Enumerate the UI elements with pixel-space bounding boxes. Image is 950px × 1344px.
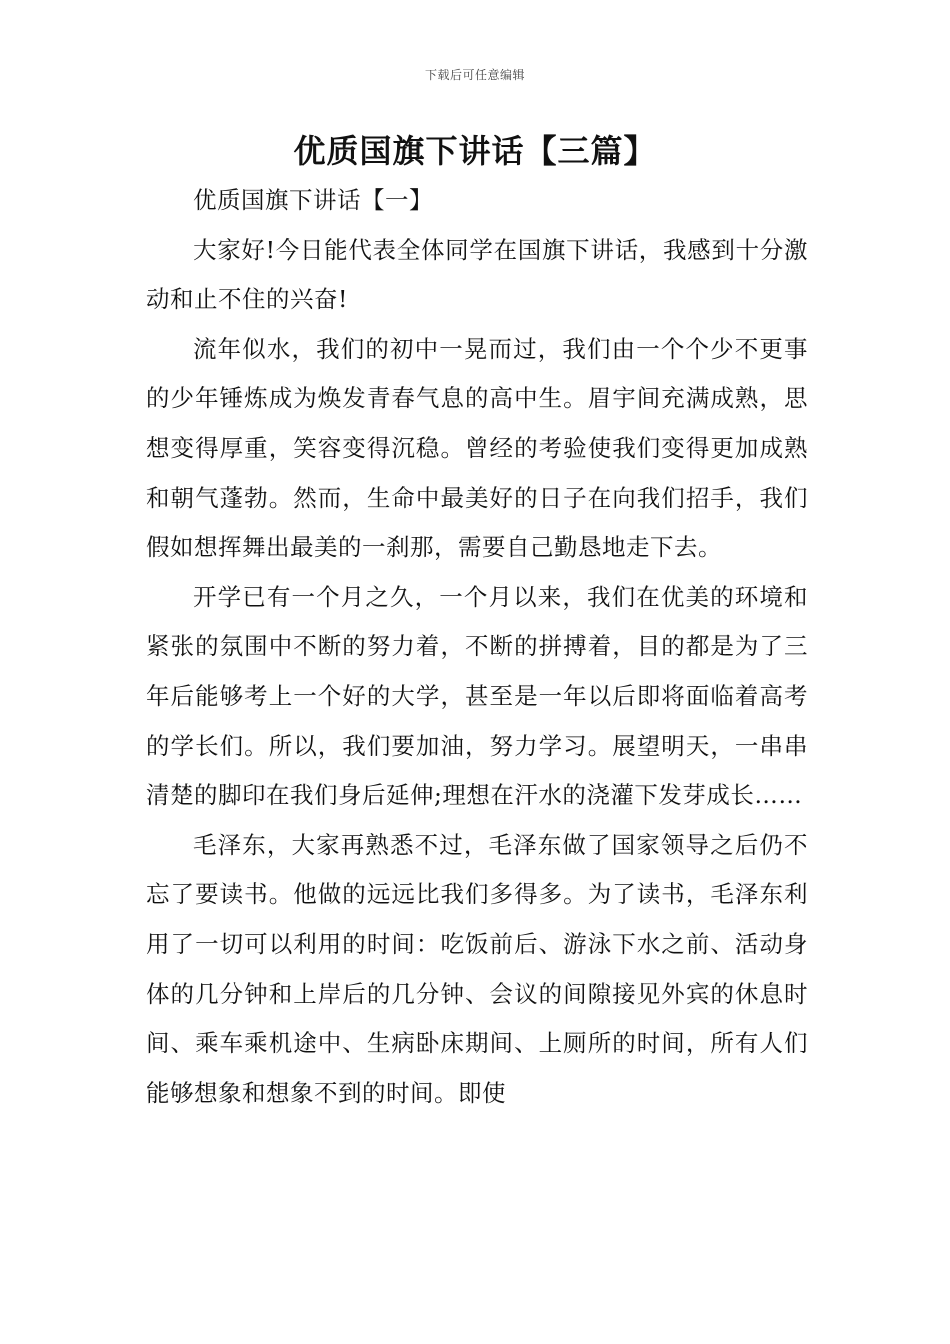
document-title: 优质国旗下讲话【三篇】 bbox=[293, 132, 657, 170]
paragraph: 毛泽东，大家再熟悉不过，毛泽东做了国家领导之后仍不忘了要读书。他做的远远比我们多得多。为了读书，毛泽东利用了一切可以利用的时间：吃饭前后、游泳下水之前、活动身体的几分钟和上岸后的几分钟、会议的间隙接见外宾的休息时间、乘车乘机途中、生病卧床期间、上厕所的时间，所有人们能够想象和想象不到的时间。即使 bbox=[146, 830, 808, 1107]
header-note: 下载后可任意编辑 bbox=[424, 68, 525, 82]
section-heading: 优质国旗下讲话【一】 bbox=[193, 186, 433, 214]
document-body bbox=[146, 176, 808, 1118]
paragraph: 大家好!今日能代表全体同学在国旗下讲话，我感到十分激动和止不住的兴奋! bbox=[146, 235, 808, 314]
paragraph: 流年似水，我们的初中一晃而过，我们由一个个少不更事的少年锤炼成为焕发青春气息的高中生。眉宇间充满成熟，思想变得厚重，笑容变得沉稳。曾经的考验使我们变得更加成熟和朝气蓬勃。然而，生命中最美好的日子在向我们招手，我们假如想挥舞出最美的一刹那，需要自己勤恳地走下去。 bbox=[146, 334, 808, 562]
paragraph: 开学已有一个月之久，一个月以来，我们在优美的环境和紧张的氛围中不断的努力着，不断的拼搏着，目的都是为了三年后能够考上一个好的大学，甚至是一年以后即将面临着高考的学长们。所以，我们要加油，努力学习。展望明天，一串串清楚的脚印在我们身后延伸;理想在汗水的浇灌下发芽成长…… bbox=[146, 582, 808, 810]
